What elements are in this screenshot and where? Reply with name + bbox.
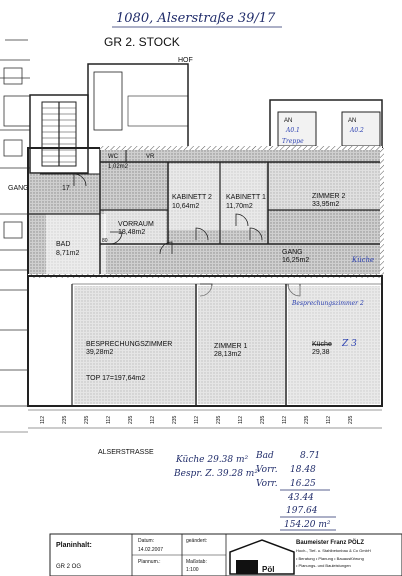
planinhalt-value: GR 2 OG <box>56 564 82 570</box>
svg-text:A0.2: A0.2 <box>350 127 364 134</box>
room-kabinett1: KABINETT 1 <box>226 194 266 201</box>
company: Hoch-, Tief- u. Stahlbetonbau & Co GmbH <box>296 548 371 553</box>
room-wc: WC <box>108 154 118 160</box>
dim-label: 235 <box>348 415 354 424</box>
dim-label: 112 <box>106 416 112 424</box>
dim-label: 235 <box>128 415 134 424</box>
staircase <box>30 95 88 173</box>
svg-text:154.20 m²: 154.20 m² <box>284 520 331 530</box>
room-vorraum: VORRAUM <box>118 221 154 228</box>
address-handwritten: 1080, Alserstraße 39/17 <box>116 11 276 26</box>
room-kabinett1-area: 11,70m2 <box>226 203 253 210</box>
total-label: TOP 17=197,64m2 <box>86 375 146 382</box>
room-besprechung: BESPRECHUNGSZIMMER <box>86 341 173 348</box>
baumeister: Baumeister Franz PÖLZ <box>296 540 365 546</box>
plannr-label: Plannum.: <box>138 559 161 565</box>
street-label: ALSERSTRASSE <box>98 449 154 456</box>
geaendert-label: geändert: <box>186 538 208 544</box>
an-box-2 <box>342 112 380 146</box>
room-bad-area: 8,71m2 <box>56 250 80 257</box>
room-gang-area: 16,25m2 <box>282 257 310 264</box>
room-zimmer2-area: 33,95m2 <box>312 201 340 208</box>
room-besprechung-area: 39,28m2 <box>86 349 114 356</box>
room-gang-left: GANG <box>8 185 29 192</box>
massstab-label: Maßstab: <box>186 559 207 565</box>
kueche-note: Küche <box>352 256 375 264</box>
left-lower-building <box>0 290 28 406</box>
datum-label: Datum: <box>138 538 155 544</box>
z3-note: Z 3 <box>342 339 357 349</box>
svg-text:Vorr.: Vorr. <box>256 465 278 475</box>
company-line1: • Beratung • Planung • Bauausführung <box>296 556 364 561</box>
room-zimmer1-area: 28,13m2 <box>214 351 242 358</box>
massstab-value: 1:100 <box>186 567 199 573</box>
room-gang: GANG <box>282 249 303 256</box>
planinhalt-label: Planinhalt: <box>56 542 92 549</box>
dim-labels <box>40 415 354 424</box>
zimmer-note: Besprechungszimmer 2 <box>292 300 364 307</box>
left-building <box>0 40 30 270</box>
calc-right <box>255 451 336 530</box>
svg-text:18.48: 18.48 <box>290 465 316 475</box>
dim-label: 112 <box>282 416 288 424</box>
dim-label: 112 <box>40 416 46 424</box>
room-gang-left-num: 17 <box>62 185 70 192</box>
svg-text:Pöl: Pöl <box>262 565 275 574</box>
svg-text:AN: AN <box>284 118 293 124</box>
datum-value: 14.02.2007 <box>138 547 164 553</box>
room-kabinett2-area: 10,64m2 <box>172 203 200 210</box>
room-vr: VR <box>146 154 155 160</box>
dim-label: 112 <box>150 416 156 424</box>
dim-label: 235 <box>260 415 266 424</box>
calc-left-1: Küche 29.38 m² <box>176 455 249 465</box>
svg-text:197.64: 197.64 <box>286 506 318 516</box>
dim-label: 235 <box>84 415 90 424</box>
title-block <box>50 534 402 576</box>
dim-label: 235 <box>216 415 222 424</box>
dimension-marks <box>0 410 382 432</box>
arrow-label: 80 <box>102 238 108 244</box>
courtyard-label: HOF <box>178 57 193 64</box>
svg-text:AN: AN <box>348 118 357 124</box>
dim-label: 235 <box>62 415 68 424</box>
courtyard-structure <box>88 64 382 148</box>
an-box-1 <box>278 112 316 146</box>
room-vorraum-area: 18,48m2 <box>118 229 146 236</box>
svg-text:8.71: 8.71 <box>300 451 321 461</box>
svg-text:A0.1: A0.1 <box>286 127 300 134</box>
dim-label: 112 <box>326 416 332 424</box>
room-kueche-area: 29,38 <box>312 349 330 356</box>
room-zimmer2: ZIMMER 2 <box>312 193 346 200</box>
room-kabinett2: KABINETT 2 <box>172 194 212 201</box>
svg-text:Bad: Bad <box>256 451 274 461</box>
room-zimmer1: ZIMMER 1 <box>214 343 248 350</box>
treppe-note: Treppe <box>282 138 304 145</box>
room-kueche: Küche <box>312 341 332 348</box>
company-line2: • Planungs- und Bauleistungen <box>296 563 351 568</box>
room-wc-area: 1,02m2 <box>108 164 129 170</box>
room-bad: BAD <box>56 241 71 248</box>
dim-label: 112 <box>238 416 244 424</box>
svg-text:16.25: 16.25 <box>290 479 316 489</box>
dim-label: 235 <box>172 415 178 424</box>
svg-text:Vorr.: Vorr. <box>256 479 278 489</box>
calc-left-2: Bespr. Z. 39.28 m² <box>174 469 258 479</box>
dim-label: 235 <box>304 415 310 424</box>
floor-title: GR 2. STOCK <box>104 35 180 49</box>
svg-text:43.44: 43.44 <box>288 493 314 503</box>
dim-label: 112 <box>194 416 200 424</box>
